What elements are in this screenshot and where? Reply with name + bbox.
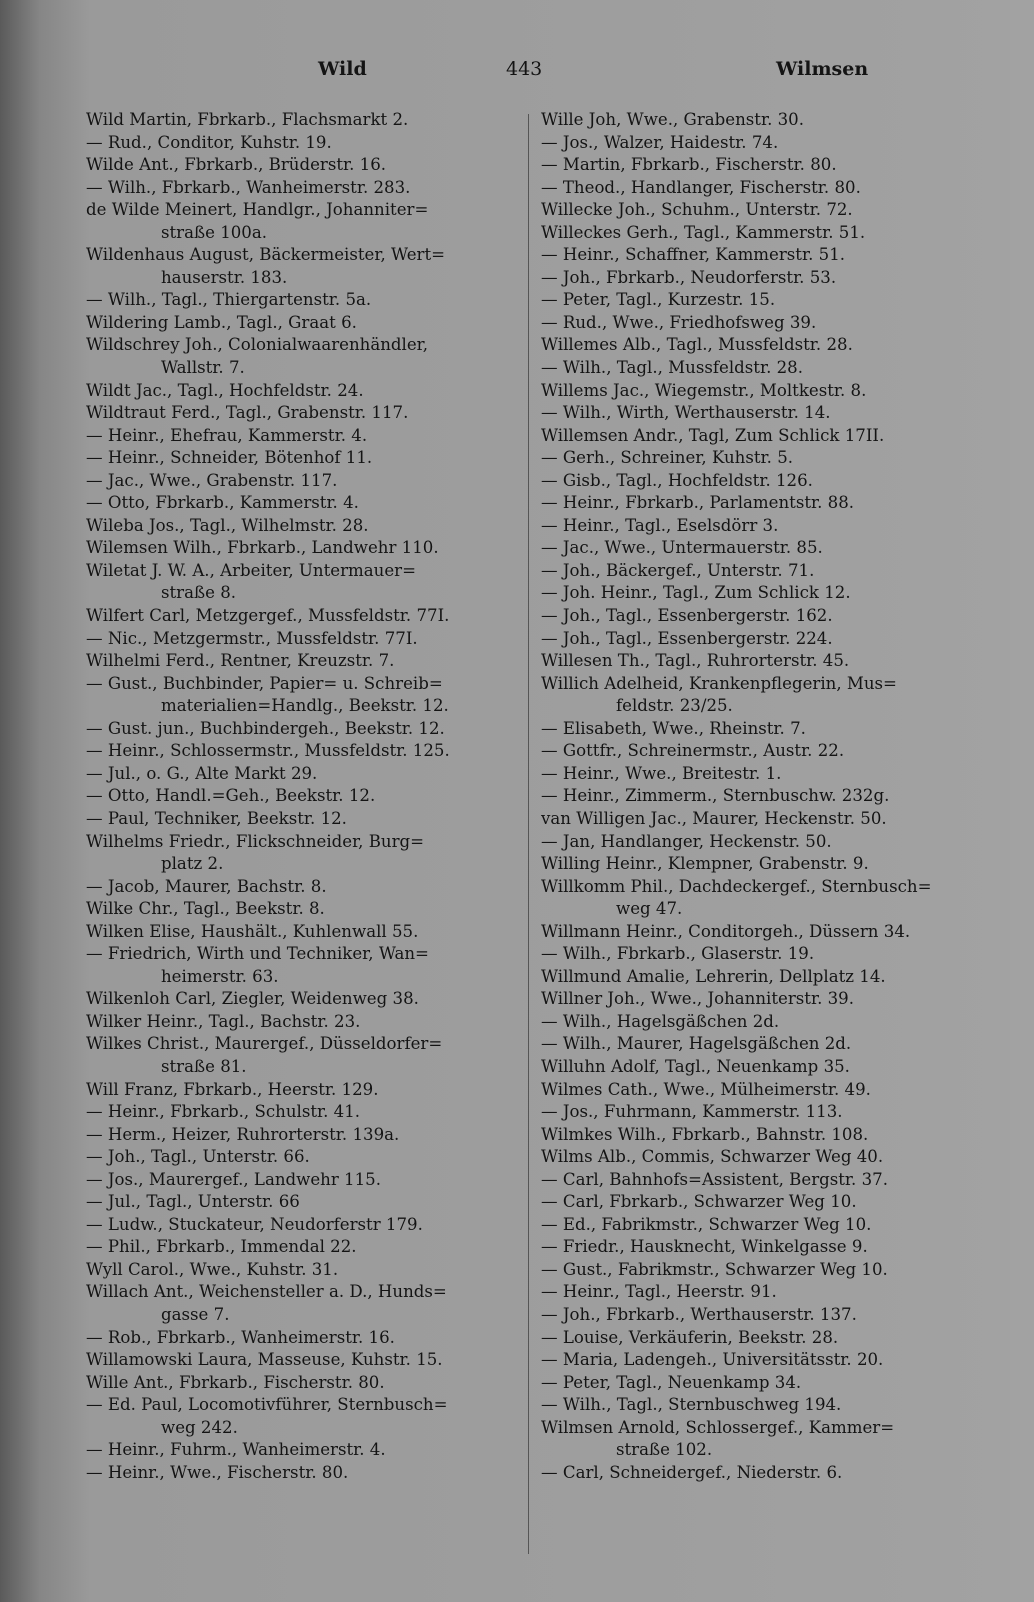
header-left-keyword: Wild [318, 58, 367, 80]
directory-entry-line: — Wilh., Tagl., Mussfeldstr. 28. [541, 358, 804, 378]
entry-continuation-line: materialien=Handlg., Beekstr. 12. [161, 696, 449, 716]
right-column [541, 109, 981, 1484]
directory-entry-line: — Gerh., Schreiner, Kuhstr. 5. [541, 448, 794, 468]
directory-entry-line: — Wilh., Tagl., Sternbuschweg 194. [541, 1395, 842, 1415]
directory-entry-line: Willing Heinr., Klempner, Grabenstr. 9. [541, 854, 869, 874]
directory-entry-line: — Heinr., Zimmerm., Sternbuschw. 232g. [541, 786, 890, 806]
entry-continuation-line: gasse 7. [161, 1304, 230, 1324]
directory-entry-line: — Jos., Fuhrmann, Kammerstr. 113. [541, 1102, 843, 1122]
directory-entry-line: Wilemsen Wilh., Fbrkarb., Landwehr 110. [86, 538, 439, 558]
directory-entry-line: — Heinr., Wwe., Breitestr. 1. [541, 763, 782, 783]
directory-entry-line: — Heinr., Tagl., Eselsdörr 3. [541, 515, 779, 535]
directory-entry-line: Wilde Ant., Fbrkarb., Brüderstr. 16. [86, 155, 387, 175]
directory-entry-line: Wilken Elise, Haushält., Kuhlenwall 55. [86, 921, 419, 941]
entry-continuation-line: heimerstr. 63. [161, 966, 279, 986]
directory-entry-line: Willner Joh., Wwe., Johanniterstr. 39. [541, 989, 855, 1009]
directory-entry-line: — Ludw., Stuckateur, Neudorferstr 179. [86, 1214, 423, 1234]
directory-entry-line: Wileba Jos., Tagl., Wilhelmstr. 28. [86, 515, 369, 535]
entry-continuation-line: feldstr. 23/25. [616, 696, 733, 716]
running-header [76, 58, 1016, 98]
directory-entry-line: Wilkes Christ., Maurergef., Düsseldorfer= [86, 1034, 443, 1054]
page-number: 443 [506, 58, 543, 80]
directory-entry-line: Wilmkes Wilh., Fbrkarb., Bahnstr. 108. [541, 1124, 869, 1144]
directory-entry-line: — Heinr., Schaffner, Kammerstr. 51. [541, 245, 846, 265]
directory-entry-line: — Louise, Verkäuferin, Beekstr. 28. [541, 1327, 839, 1347]
directory-entry-line: Willeckes Gerh., Tagl., Kammerstr. 51. [541, 222, 866, 242]
directory-entry-line: — Martin, Fbrkarb., Fischerstr. 80. [541, 155, 837, 175]
directory-entry-line: — Gust., Fabrikmstr., Schwarzer Weg 10. [541, 1259, 888, 1279]
directory-entry-line: — Joh., Tagl., Essenbergerstr. 162. [541, 606, 833, 626]
directory-entry-line: Wildt Jac., Tagl., Hochfeldstr. 24. [86, 380, 364, 400]
entry-continuation-line: straße 102. [616, 1440, 713, 1460]
directory-entry-line: — Gust. jun., Buchbindergeh., Beekstr. 12. [86, 718, 445, 738]
directory-entry-line: — Wilh., Tagl., Thiergartenstr. 5a. [86, 290, 372, 310]
directory-entry-line: Willich Adelheid, Krankenpflegerin, Mus= [541, 673, 897, 693]
directory-entry-line: Willach Ant., Weichensteller a. D., Hunds= [86, 1282, 447, 1302]
directory-entry-line: — Gottfr., Schreinermstr., Austr. 22. [541, 741, 845, 761]
directory-entry-line: — Rob., Fbrkarb., Wanheimerstr. 16. [86, 1327, 395, 1347]
directory-entry-line: Wyll Carol., Wwe., Kuhstr. 31. [86, 1259, 339, 1279]
entry-continuation-line: hauserstr. 183. [161, 267, 288, 287]
directory-entry-line: — Gisb., Tagl., Hochfeldstr. 126. [541, 470, 813, 490]
directory-entry-line: — Nic., Metzgermstr., Mussfeldstr. 77I. [86, 628, 418, 648]
directory-page [76, 44, 1016, 1584]
entry-continuation-line: platz 2. [161, 854, 224, 874]
directory-entry-line: — Peter, Tagl., Kurzestr. 15. [541, 290, 776, 310]
directory-entry-line: — Joh., Tagl., Unterstr. 66. [86, 1147, 310, 1167]
entry-continuation-line: straße 81. [161, 1056, 247, 1076]
directory-entry-line: — Joh. Heinr., Tagl., Zum Schlick 12. [541, 583, 851, 603]
directory-entry-line: — Carl, Bahnhofs=Assistent, Bergstr. 37. [541, 1169, 888, 1189]
directory-entry-line: — Heinr., Schlossermstr., Mussfeldstr. 125. [86, 741, 450, 761]
directory-entry-line: Willamowski Laura, Masseuse, Kuhstr. 15. [86, 1350, 443, 1370]
directory-entry-line: — Wilh., Fbrkarb., Glaserstr. 19. [541, 944, 815, 964]
directory-entry-line: — Paul, Techniker, Beekstr. 12. [86, 808, 347, 828]
directory-entry-line: — Peter, Tagl., Neuenkamp 34. [541, 1372, 802, 1392]
directory-entry-line: Willemsen Andr., Tagl, Zum Schlick 17II. [541, 425, 885, 445]
directory-entry-line: — Herm., Heizer, Ruhrorterstr. 139a. [86, 1124, 400, 1144]
directory-entry-line: — Otto, Fbrkarb., Kammerstr. 4. [86, 493, 359, 513]
entry-continuation-line: straße 8. [161, 583, 237, 603]
directory-entry-line: — Gust., Buchbinder, Papier= u. Schreib= [86, 673, 443, 693]
directory-entry-line: Willuhn Adolf, Tagl., Neuenkamp 35. [541, 1056, 850, 1076]
directory-entry-line: — Jan, Handlanger, Heckenstr. 50. [541, 831, 832, 851]
directory-entry-line: — Rud., Conditor, Kuhstr. 19. [86, 132, 332, 152]
directory-entry-line: Wildschrey Joh., Colonialwaarenhändler, [86, 335, 429, 355]
header-right-keyword: Wilmsen [776, 58, 869, 80]
directory-entry-line: — Friedr., Hausknecht, Winkelgasse 9. [541, 1237, 868, 1257]
directory-entry-line: Willecke Joh., Schuhm., Unterstr. 72. [541, 200, 853, 220]
left-column [86, 109, 526, 1484]
directory-entry-line: Wilke Chr., Tagl., Beekstr. 8. [86, 899, 325, 919]
directory-entry-line: Willkomm Phil., Dachdeckergef., Sternbusch= [541, 876, 932, 896]
directory-entry-line: Willems Jac., Wiegemstr., Moltkestr. 8. [541, 380, 867, 400]
directory-entry-line: — Jul., Tagl., Unterstr. 66 [86, 1192, 300, 1212]
directory-entry-line: Wildtraut Ferd., Tagl., Grabenstr. 117. [86, 403, 409, 423]
directory-entry-line: Will Franz, Fbrkarb., Heerstr. 129. [86, 1079, 379, 1099]
directory-entry-line: Wilker Heinr., Tagl., Bachstr. 23. [86, 1011, 361, 1031]
directory-entry-line: Wilkenloh Carl, Ziegler, Weidenweg 38. [86, 989, 419, 1009]
directory-entry-line: — Theod., Handlanger, Fischerstr. 80. [541, 177, 861, 197]
directory-entry-line: Willmann Heinr., Conditorgeh., Düssern 34. [541, 921, 911, 941]
directory-entry-line: de Wilde Meinert, Handlgr., Johanniter= [86, 200, 429, 220]
directory-entry-line: — Heinr., Tagl., Heerstr. 91. [541, 1282, 777, 1302]
directory-entry-line: — Jac., Wwe., Grabenstr. 117. [86, 470, 338, 490]
directory-entry-line: Wilfert Carl, Metzgergef., Mussfeldstr. 77I. [86, 606, 450, 626]
directory-entry-line: — Rud., Wwe., Friedhofsweg 39. [541, 312, 817, 332]
directory-entry-line: — Heinr., Fbrkarb., Schulstr. 41. [86, 1102, 361, 1122]
directory-entry-line: — Jac., Wwe., Untermauerstr. 85. [541, 538, 823, 558]
directory-entry-line: — Jos., Walzer, Haidestr. 74. [541, 132, 779, 152]
directory-entry-line: — Wilh., Maurer, Hagelsgäßchen 2d. [541, 1034, 852, 1054]
directory-entry-line: — Heinr., Ehefrau, Kammerstr. 4. [86, 425, 368, 445]
directory-entry-line: Willmund Amalie, Lehrerin, Dellplatz 14. [541, 966, 886, 986]
directory-entry-line: — Heinr., Wwe., Fischerstr. 80. [86, 1462, 349, 1482]
directory-entry-line: — Friedrich, Wirth und Techniker, Wan= [86, 944, 429, 964]
directory-entry-line: — Otto, Handl.=Geh., Beekstr. 12. [86, 786, 376, 806]
directory-entry-line: Wilhelmi Ferd., Rentner, Kreuzstr. 7. [86, 651, 395, 671]
directory-entry-line: — Jul., o. G., Alte Markt 29. [86, 763, 318, 783]
entry-continuation-line: straße 100a. [161, 222, 268, 242]
directory-entry-line: Wildenhaus August, Bäckermeister, Wert= [86, 245, 446, 265]
directory-entry-line: — Wilh., Wirth, Werthauserstr. 14. [541, 403, 831, 423]
entry-continuation-line: Wallstr. 7. [161, 358, 245, 378]
entry-continuation-line: weg 47. [616, 899, 683, 919]
directory-entry-line: Wildering Lamb., Tagl., Graat 6. [86, 312, 357, 332]
directory-entry-line: Wilmsen Arnold, Schlossergef., Kammer= [541, 1417, 895, 1437]
directory-entry-line: Wilms Alb., Commis, Schwarzer Weg 40. [541, 1147, 884, 1167]
directory-entry-line: — Elisabeth, Wwe., Rheinstr. 7. [541, 718, 806, 738]
directory-entry-line: — Heinr., Schneider, Bötenhof 11. [86, 448, 373, 468]
directory-entry-line: — Heinr., Fbrkarb., Parlamentstr. 88. [541, 493, 855, 513]
directory-entry-line: — Carl, Schneidergef., Niederstr. 6. [541, 1462, 843, 1482]
directory-entry-line: — Wilh., Fbrkarb., Wanheimerstr. 283. [86, 177, 411, 197]
directory-entry-line: Willesen Th., Tagl., Ruhrorterstr. 45. [541, 651, 850, 671]
directory-entry-line: Willemes Alb., Tagl., Mussfeldstr. 28. [541, 335, 853, 355]
directory-entry-line: — Carl, Fbrkarb., Schwarzer Weg 10. [541, 1192, 857, 1212]
directory-entry-line: Wiletat J. W. A., Arbeiter, Untermauer= [86, 560, 417, 580]
directory-entry-line: — Joh., Fbrkarb., Neudorferstr. 53. [541, 267, 837, 287]
directory-entry-line: Wille Joh, Wwe., Grabenstr. 30. [541, 110, 805, 129]
directory-entry-line: — Phil., Fbrkarb., Immendal 22. [86, 1237, 357, 1257]
directory-entry-line: — Jacob, Maurer, Bachstr. 8. [86, 876, 327, 896]
directory-entry-line: van Willigen Jac., Maurer, Heckenstr. 50. [541, 808, 887, 828]
directory-entry-line: — Joh., Tagl., Essenbergerstr. 224. [541, 628, 833, 648]
directory-entry-line: — Heinr., Fuhrm., Wanheimerstr. 4. [86, 1440, 386, 1460]
directory-entry-line: — Ed., Fabrikmstr., Schwarzer Weg 10. [541, 1214, 872, 1234]
directory-entry-line: — Jos., Maurergef., Landwehr 115. [86, 1169, 382, 1189]
column-divider [528, 114, 529, 1554]
directory-entry-line: Wilmes Cath., Wwe., Mülheimerstr. 49. [541, 1079, 871, 1099]
directory-entry-line: — Wilh., Hagelsgäßchen 2d. [541, 1011, 780, 1031]
directory-entry-line: — Joh., Bäckergef., Unterstr. 71. [541, 560, 815, 580]
entry-continuation-line: weg 242. [161, 1417, 238, 1437]
directory-entry-line: — Maria, Ladengeh., Universitätsstr. 20. [541, 1350, 884, 1370]
directory-entry-line: — Joh., Fbrkarb., Werthauserstr. 137. [541, 1304, 857, 1324]
directory-entry-line: Wille Ant., Fbrkarb., Fischerstr. 80. [86, 1372, 385, 1392]
directory-entry-line: Wild Martin, Fbrkarb., Flachsmarkt 2. [86, 110, 409, 129]
directory-entry-line: — Ed. Paul, Locomotivführer, Sternbusch= [86, 1395, 448, 1415]
directory-entry-line: Wilhelms Friedr., Flickschneider, Burg= [86, 831, 425, 851]
